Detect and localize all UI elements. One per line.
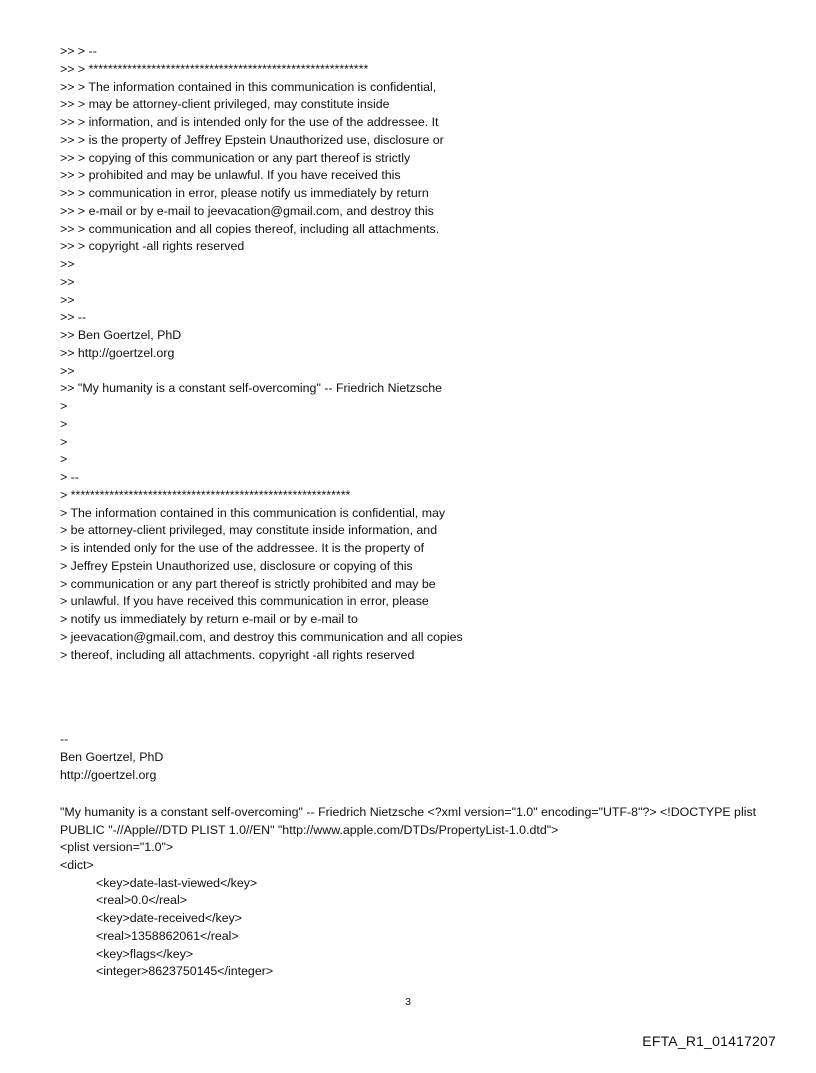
quote-line: >> -- [60, 310, 87, 325]
signature-block [60, 731, 163, 784]
quote-line: >> > e-mail or by e-mail to jeevacation@gmail.com, and destroy this [60, 203, 434, 218]
dict-entry: <real>0.0</real> [96, 893, 187, 908]
quote-line: >> > communication in error, please notify us immediately by return [60, 186, 429, 200]
dict-entry: <key>flags</key> [96, 946, 194, 961]
quote-line: > is intended only for the use of the addressee. It is the property of [60, 541, 425, 555]
bates-number: EFTA_R1_01417207 [642, 1033, 776, 1049]
quote-line: >> > -- [60, 44, 97, 58]
signature-separator: -- [60, 732, 69, 746]
quote-line: >> > is the property of Jeffrey Epstein Unauthorized use, disclosure or [60, 132, 444, 147]
dict-entry: <key>date-last-viewed</key> [96, 875, 258, 890]
quote-line: >> > copyright -all rights reserved [60, 239, 245, 254]
quote-line: >> [60, 292, 75, 307]
quote-line: >> > copying of this communication or any part thereof is strictly [60, 150, 411, 165]
quote-line: > [60, 434, 68, 449]
dict-entry: <key>date-received</key> [96, 911, 243, 925]
quote-line: > thereof, including all attachments. copyright -all rights reserved [60, 647, 415, 662]
plist-open-tag: <plist version="1.0"> [60, 840, 174, 854]
quote-line: > The information contained in this communication is confidential, may [60, 505, 446, 520]
page-number: 3 [405, 996, 411, 1008]
quote-line: > ********************************************************** [60, 487, 351, 502]
quote-line: >> > communication and all copies thereof, including all attachments. [60, 221, 440, 236]
quote-line: > [60, 416, 68, 431]
quote-line: > communication or any part thereof is strictly prohibited and may be [60, 576, 436, 591]
quote-line: > [60, 399, 68, 413]
quote-line: > [60, 452, 68, 467]
quote-line: >> Ben Goertzel, PhD [60, 328, 182, 342]
quote-line: > -- [60, 470, 79, 484]
signature-url: http://goertzel.org [60, 767, 157, 782]
nietzsche-quote-xml-header: "My humanity is a constant self-overcoming" -- Friedrich Nietzsche <?xml version="1.0" encoding="UTF-8"?> <!DOCTYPE plist PUBLIC "-//Apple//DTD PLIST 1.0//EN" "http://www.apple.com/DTDs/PropertyList-1.0.dtd"> [60, 805, 757, 837]
quote-line: >> > information, and is intended only for the use of the addressee. It [60, 115, 439, 129]
dict-entry: <integer>8623750145</integer> [96, 964, 274, 979]
quote-line: >> > The information contained in this communication is confidential, [60, 79, 437, 94]
quote-line: >> > may be attorney-client privileged, may constitute inside [60, 97, 390, 112]
signature-name: Ben Goertzel, PhD [60, 749, 164, 764]
dict-open-tag: <dict> [60, 857, 94, 872]
quote-line: >> [60, 363, 75, 378]
quote-line: >> http://goertzel.org [60, 345, 175, 360]
quote-line: > jeevacation@gmail.com, and destroy this communication and all copies [60, 629, 463, 644]
quote-line: >> [60, 257, 75, 271]
quote-line: >> > ********************************************************** [60, 61, 369, 76]
plist-block [60, 803, 772, 981]
quote-line: >> [60, 274, 75, 289]
quote-line: > be attorney-client privileged, may constitute inside information, and [60, 523, 438, 538]
dict-entry: <real>1358862061</real> [96, 928, 239, 943]
quote-line: > unlawful. If you have received this communication in error, please [60, 594, 429, 609]
quote-line: > Jeffrey Epstein Unauthorized use, disclosure or copying of this [60, 558, 413, 573]
quote-line: >> > prohibited and may be unlawful. If you have received this [60, 168, 401, 183]
quote-line: > notify us immediately by return e-mail or by e-mail to [60, 612, 358, 626]
quoted-email-text [60, 43, 463, 664]
quote-line: >> "My humanity is a constant self-overcoming" -- Friedrich Nietzsche [60, 381, 443, 396]
